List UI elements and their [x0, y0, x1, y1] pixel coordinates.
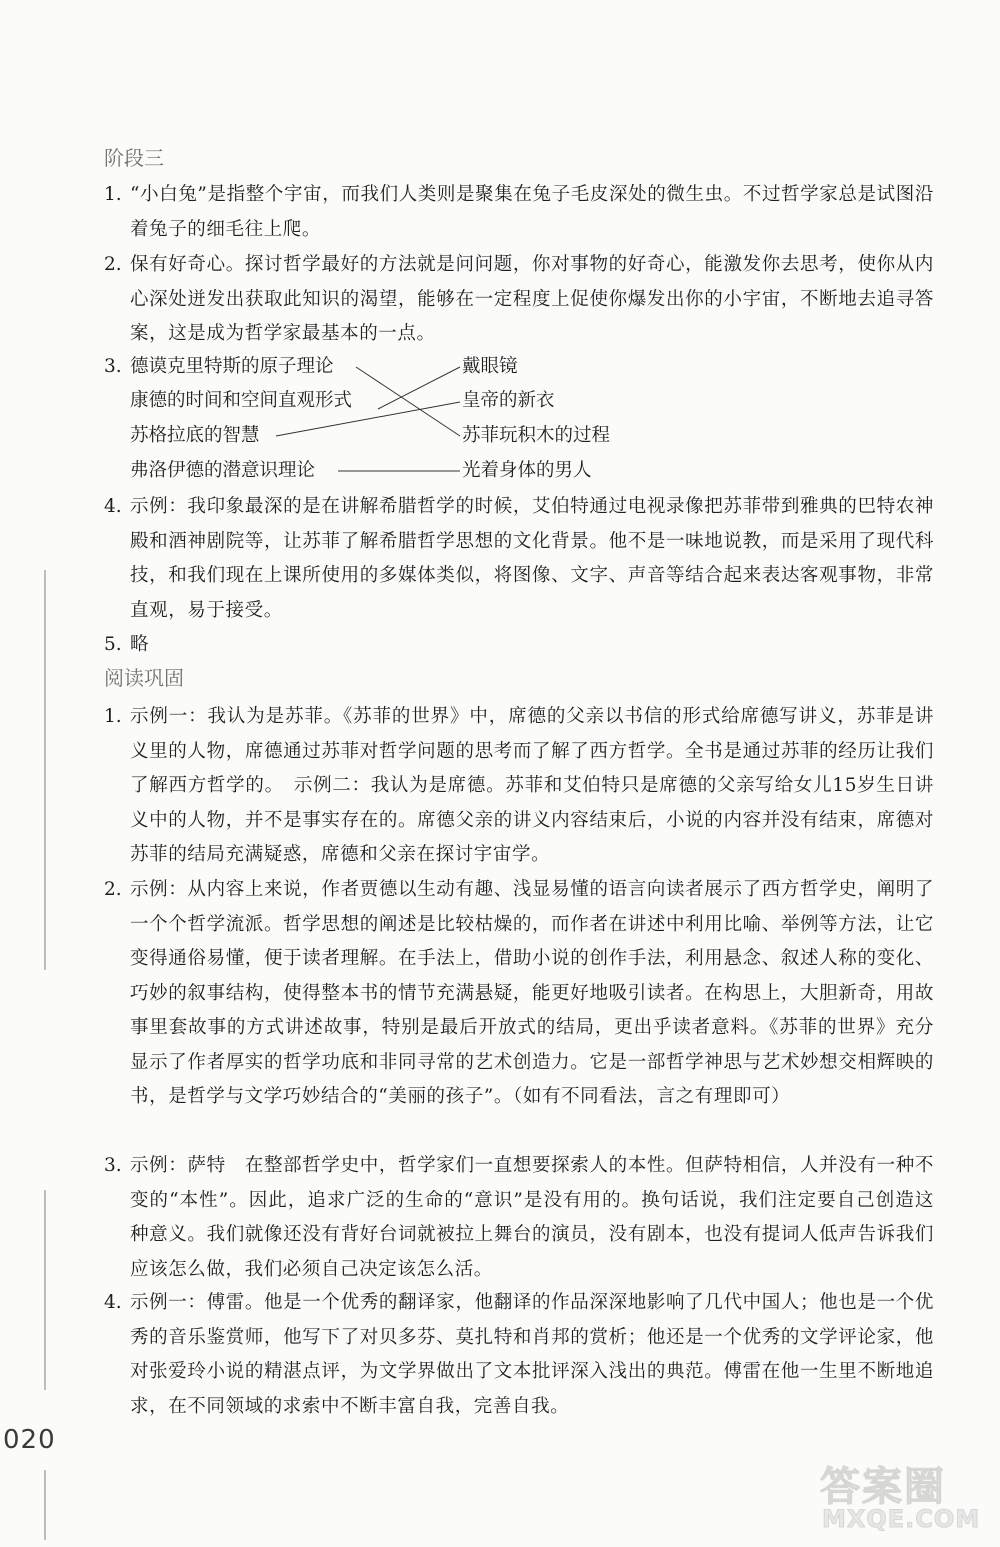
- item-number: 2.: [104, 254, 122, 275]
- item-number: 1.: [104, 184, 122, 205]
- matching-lines: [104, 350, 704, 490]
- match-left-item: 康德的时间和空间直观形式: [130, 390, 353, 411]
- answer-item: [104, 873, 934, 1115]
- item-number: 1.: [104, 706, 122, 727]
- item-number: 2.: [104, 879, 122, 900]
- match-left-item: 弗洛伊德的潜意识理论: [130, 460, 316, 481]
- answer-item: [104, 248, 934, 352]
- match-right-item: 光着身体的男人: [462, 460, 592, 481]
- item-text: “小白兔”是指整个宇宙，而我们人类则是聚集在兔子毛皮深处的微生虫。不过哲学家总是试图沿着兔子的细毛往上爬。: [130, 184, 934, 240]
- answer-item: [104, 490, 934, 628]
- item-text: 示例：我印象最深的是在讲解希腊哲学的时候，艾伯特通过电视录像把苏菲带到雅典的巴特农神殿和酒神剧院等，让苏菲了解希腊哲学思想的文化背景。他不是一味地说教，而是采用了现代科技，和我们现在上课所使用的多媒体类似，将图像、文字、声音等结合起来表达客观事物，非常直观，易于接受。: [130, 496, 934, 621]
- item-text: 保有好奇心。探讨哲学最好的方法就是问问题，你对事物的好奇心，能激发你去思考，使你从内心深处迸发出获取此知识的渴望，能够在一定程度上促使你爆发出你的小宇宙，不断地去追寻答案，这是成为哲学家最基本的一点。: [130, 254, 934, 344]
- answer-item: [104, 1286, 934, 1424]
- match-line: [276, 402, 460, 436]
- item-number: 5.: [104, 634, 122, 655]
- item-number: 3.: [104, 1155, 122, 1176]
- item-text: 示例一：傅雷。他是一个优秀的翻译家，他翻译的作品深深地影响了几代中国人；他也是一个优秀的音乐鉴赏师，他写下了对贝多芬、莫扎特和肖邦的赏析；他还是一个优秀的文学评论家，他对张爱玲小说的精湛点评，为文学界做出了文本批评深入浅出的典范。傅雷在他一生里不断地追求，在不同领域的求索中不断丰富自我，完善自我。: [130, 1292, 934, 1417]
- answer-item: [104, 628, 934, 663]
- match-left-item: 苏格拉底的智慧: [130, 425, 260, 446]
- item-number: 3.: [104, 356, 122, 377]
- item-text: 示例：萨特 在整部哲学史中，哲学家们一直想要探索人的本性。但萨特相信，人并没有一种不变的“本性”。因此，追求广泛的生命的“意识”是没有用的。换句话说，我们注定要自己创造这种意义。我们就像还没有背好台词就被拉上舞台的演员，没有剧本，也没有提词人低声告诉我们应该怎么做，我们必须自己决定该怎么活。: [130, 1155, 934, 1280]
- margin-rule: [44, 1470, 46, 1540]
- margin-rule: [44, 1190, 46, 1390]
- match-line: [356, 367, 460, 436]
- answer-item: [104, 1149, 934, 1287]
- match-left-item: 德谟克里特斯的原子理论: [130, 356, 334, 377]
- item-text: 示例一：我认为是苏菲。《苏菲的世界》中，席德的父亲以书信的形式给席德写讲义，苏菲是讲义里的人物，席德通过苏菲对哲学问题的思考而了解了西方哲学。全书是通过苏菲的经历让我们了解西方哲学的。 示例二：我认为是席德。苏菲和艾伯特只是席德的父亲写给女儿15岁生日讲义中的人物，并不是事实存在的。席德父亲的讲义内容结束后，小说的内容并没有结束，席德对苏菲的结局充满疑惑，席德和父亲在探讨宇宙学。: [130, 706, 934, 865]
- watermark-logo: [820, 1455, 990, 1540]
- item-text: 示例：从内容上来说，作者贾德以生动有趣、浅显易懂的语言向读者展示了西方哲学史，阐明了一个个哲学流派。哲学思想的阐述是比较枯燥的，而作者在讲述中利用比喻、举例等方法，让它变得通俗易懂，便于读者理解。在手法上，借助小说的创作手法，利用悬念、叙述人称的变化、巧妙的叙事结构，使得整本书的情节充满悬疑，能更好地吸引读者。在构思上，大胆新奇，用故事里套故事的方式讲述故事，特别是最后开放式的结局，更出乎读者意料。《苏菲的世界》充分显示了作者厚实的哲学功底和非同寻常的艺术创造力。它是一部哲学神思与艺术妙想交相辉映的书，是哲学与文学巧妙结合的“美丽的孩子”。（如有不同看法，言之有理即可）: [130, 879, 934, 1107]
- item-number: 4.: [104, 496, 122, 517]
- match-right-item: 皇帝的新衣: [462, 390, 555, 411]
- watermark-url: MXQE.COM: [822, 1505, 981, 1533]
- match-line: [378, 367, 460, 409]
- answer-item: [104, 178, 934, 247]
- section-heading: 阶段三: [104, 146, 164, 170]
- match-right-item: 戴眼镜: [462, 356, 518, 377]
- match-right-item: 苏菲玩积木的过程: [462, 425, 611, 446]
- margin-rule: [44, 570, 46, 970]
- answer-item: [104, 700, 934, 873]
- item-text: 略: [130, 634, 150, 655]
- section-heading: 阅读巩固: [104, 666, 184, 690]
- matching-exercise: [104, 350, 704, 490]
- watermark-text: 答案圈: [820, 1464, 946, 1510]
- item-number: 4.: [104, 1292, 122, 1313]
- page-number: 020: [3, 1425, 56, 1455]
